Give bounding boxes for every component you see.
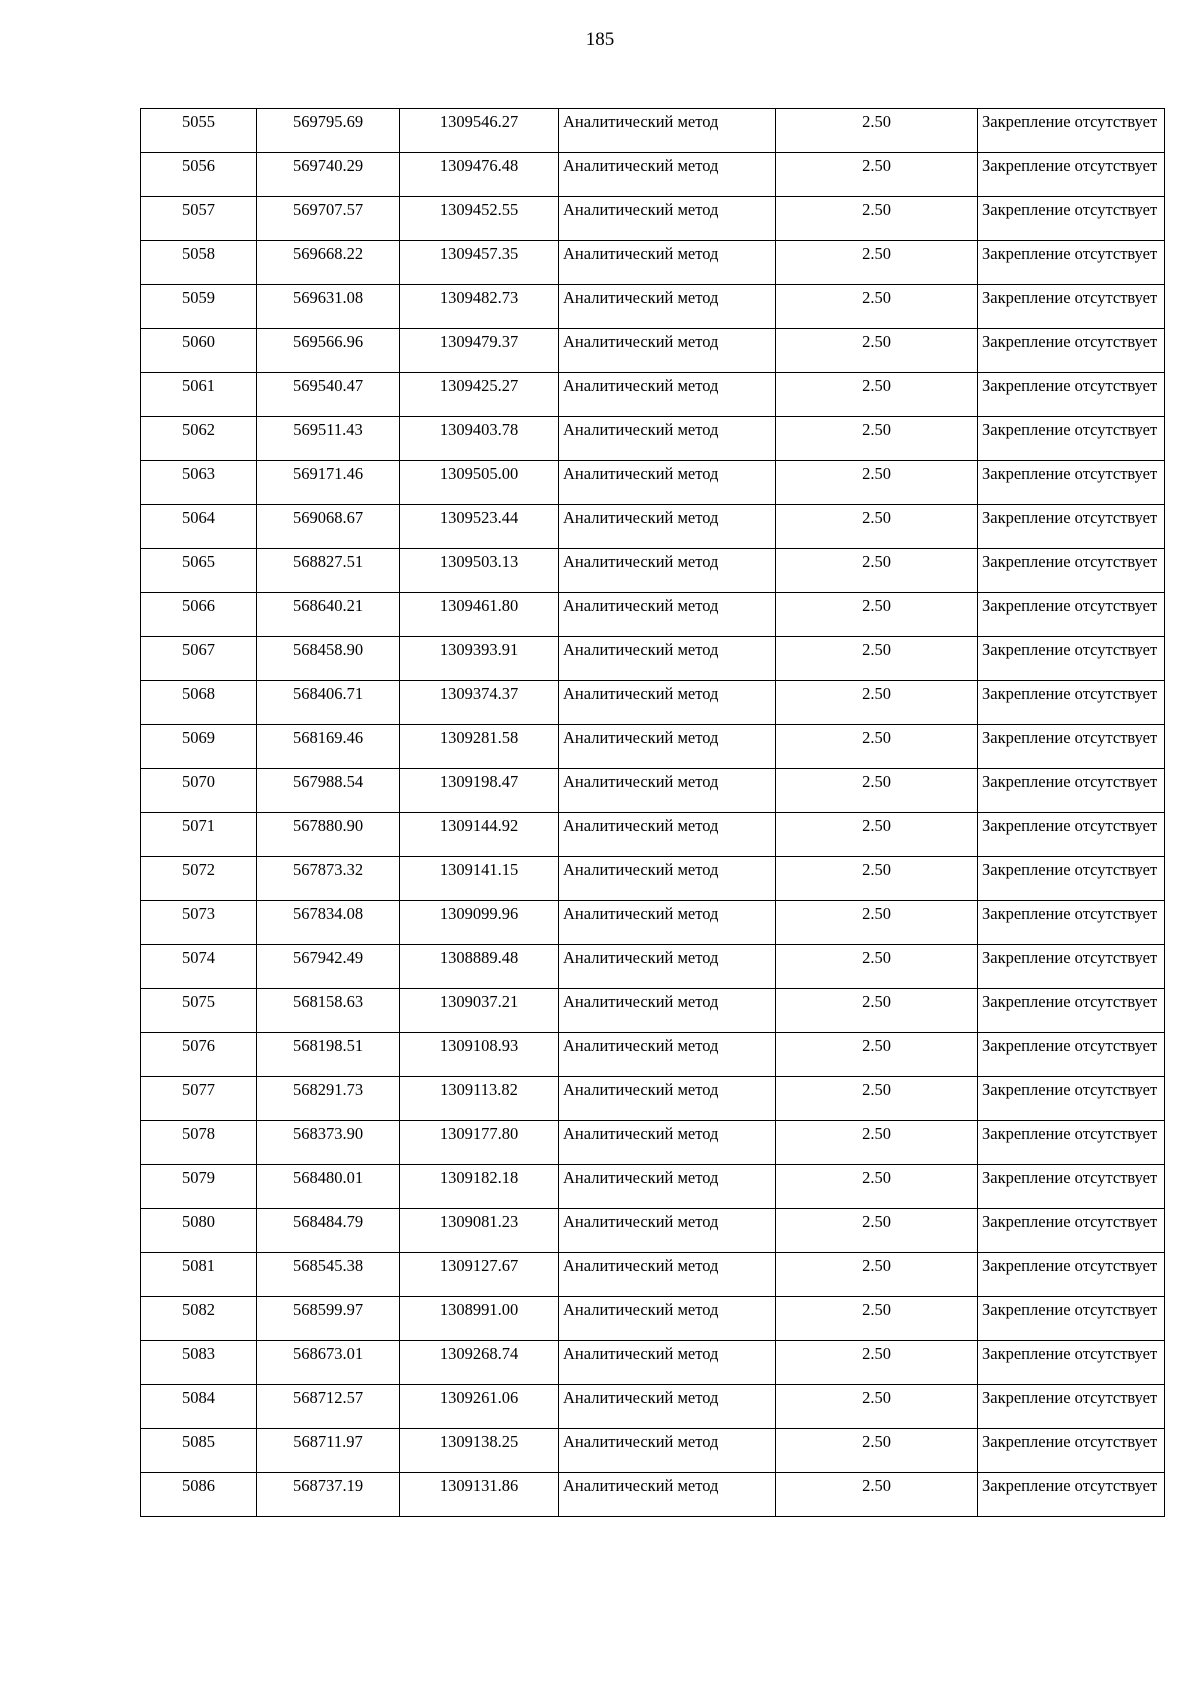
table-row xyxy=(141,109,1165,153)
accuracy-cell: 2.50 xyxy=(776,593,978,637)
x-coordinate-cell: 567942.49 xyxy=(257,945,400,989)
table-row xyxy=(141,1385,1165,1429)
accuracy-cell: 2.50 xyxy=(776,109,978,153)
fixation-cell: Закрепление отсутствует xyxy=(978,1429,1165,1473)
y-coordinate-cell: 1309138.25 xyxy=(400,1429,559,1473)
x-coordinate-cell: 568406.71 xyxy=(257,681,400,725)
table-row xyxy=(141,1429,1165,1473)
y-coordinate-cell: 1309425.27 xyxy=(400,373,559,417)
x-coordinate-cell: 569795.69 xyxy=(257,109,400,153)
accuracy-cell: 2.50 xyxy=(776,989,978,1033)
fixation-cell: Закрепление отсутствует xyxy=(978,1385,1165,1429)
table-row xyxy=(141,725,1165,769)
y-coordinate-cell: 1309108.93 xyxy=(400,1033,559,1077)
y-coordinate-cell: 1309374.37 xyxy=(400,681,559,725)
x-coordinate-cell: 568291.73 xyxy=(257,1077,400,1121)
y-coordinate-cell: 1309452.55 xyxy=(400,197,559,241)
y-coordinate-cell: 1309503.13 xyxy=(400,549,559,593)
table-row xyxy=(141,505,1165,549)
fixation-cell: Закрепление отсутствует xyxy=(978,1297,1165,1341)
table-row xyxy=(141,901,1165,945)
table-row xyxy=(141,1253,1165,1297)
y-coordinate-cell: 1309393.91 xyxy=(400,637,559,681)
accuracy-cell: 2.50 xyxy=(776,1121,978,1165)
point-number-cell: 5062 xyxy=(141,417,257,461)
x-coordinate-cell: 569540.47 xyxy=(257,373,400,417)
method-cell: Аналитический метод xyxy=(559,1473,776,1517)
y-coordinate-cell: 1309457.35 xyxy=(400,241,559,285)
accuracy-cell: 2.50 xyxy=(776,417,978,461)
fixation-cell: Закрепление отсутствует xyxy=(978,725,1165,769)
point-number-cell: 5076 xyxy=(141,1033,257,1077)
x-coordinate-cell: 567873.32 xyxy=(257,857,400,901)
table-row xyxy=(141,153,1165,197)
accuracy-cell: 2.50 xyxy=(776,637,978,681)
fixation-cell: Закрепление отсутствует xyxy=(978,1473,1165,1517)
accuracy-cell: 2.50 xyxy=(776,1297,978,1341)
accuracy-cell: 2.50 xyxy=(776,945,978,989)
x-coordinate-cell: 568737.19 xyxy=(257,1473,400,1517)
method-cell: Аналитический метод xyxy=(559,1033,776,1077)
fixation-cell: Закрепление отсутствует xyxy=(978,153,1165,197)
y-coordinate-cell: 1309099.96 xyxy=(400,901,559,945)
y-coordinate-cell: 1309037.21 xyxy=(400,989,559,1033)
x-coordinate-cell: 569707.57 xyxy=(257,197,400,241)
table-row xyxy=(141,373,1165,417)
x-coordinate-cell: 567880.90 xyxy=(257,813,400,857)
y-coordinate-cell: 1309505.00 xyxy=(400,461,559,505)
point-number-cell: 5064 xyxy=(141,505,257,549)
point-number-cell: 5073 xyxy=(141,901,257,945)
table-row xyxy=(141,549,1165,593)
y-coordinate-cell: 1309113.82 xyxy=(400,1077,559,1121)
method-cell: Аналитический метод xyxy=(559,329,776,373)
method-cell: Аналитический метод xyxy=(559,197,776,241)
point-number-cell: 5080 xyxy=(141,1209,257,1253)
y-coordinate-cell: 1309127.67 xyxy=(400,1253,559,1297)
fixation-cell: Закрепление отсутствует xyxy=(978,945,1165,989)
fixation-cell: Закрепление отсутствует xyxy=(978,857,1165,901)
accuracy-cell: 2.50 xyxy=(776,1429,978,1473)
point-number-cell: 5081 xyxy=(141,1253,257,1297)
table-row xyxy=(141,593,1165,637)
method-cell: Аналитический метод xyxy=(559,241,776,285)
y-coordinate-cell: 1309523.44 xyxy=(400,505,559,549)
point-number-cell: 5060 xyxy=(141,329,257,373)
point-number-cell: 5059 xyxy=(141,285,257,329)
x-coordinate-cell: 568640.21 xyxy=(257,593,400,637)
y-coordinate-cell: 1308991.00 xyxy=(400,1297,559,1341)
x-coordinate-cell: 569511.43 xyxy=(257,417,400,461)
method-cell: Аналитический метод xyxy=(559,109,776,153)
table-row xyxy=(141,637,1165,681)
point-number-cell: 5066 xyxy=(141,593,257,637)
method-cell: Аналитический метод xyxy=(559,989,776,1033)
accuracy-cell: 2.50 xyxy=(776,549,978,593)
fixation-cell: Закрепление отсутствует xyxy=(978,1033,1165,1077)
table-row xyxy=(141,241,1165,285)
accuracy-cell: 2.50 xyxy=(776,857,978,901)
y-coordinate-cell: 1309482.73 xyxy=(400,285,559,329)
method-cell: Аналитический метод xyxy=(559,549,776,593)
coordinates-table-body xyxy=(141,109,1165,1517)
method-cell: Аналитический метод xyxy=(559,417,776,461)
method-cell: Аналитический метод xyxy=(559,681,776,725)
point-number-cell: 5068 xyxy=(141,681,257,725)
y-coordinate-cell: 1309261.06 xyxy=(400,1385,559,1429)
table-row xyxy=(141,769,1165,813)
fixation-cell: Закрепление отсутствует xyxy=(978,813,1165,857)
accuracy-cell: 2.50 xyxy=(776,769,978,813)
x-coordinate-cell: 568827.51 xyxy=(257,549,400,593)
point-number-cell: 5074 xyxy=(141,945,257,989)
method-cell: Аналитический метод xyxy=(559,901,776,945)
point-number-cell: 5085 xyxy=(141,1429,257,1473)
x-coordinate-cell: 569740.29 xyxy=(257,153,400,197)
fixation-cell: Закрепление отсутствует xyxy=(978,329,1165,373)
x-coordinate-cell: 568711.97 xyxy=(257,1429,400,1473)
fixation-cell: Закрепление отсутствует xyxy=(978,373,1165,417)
table-row xyxy=(141,1341,1165,1385)
point-number-cell: 5058 xyxy=(141,241,257,285)
fixation-cell: Закрепление отсутствует xyxy=(978,593,1165,637)
method-cell: Аналитический метод xyxy=(559,593,776,637)
table-row xyxy=(141,989,1165,1033)
x-coordinate-cell: 568458.90 xyxy=(257,637,400,681)
method-cell: Аналитический метод xyxy=(559,769,776,813)
fixation-cell: Закрепление отсутствует xyxy=(978,1121,1165,1165)
point-number-cell: 5057 xyxy=(141,197,257,241)
fixation-cell: Закрепление отсутствует xyxy=(978,637,1165,681)
point-number-cell: 5070 xyxy=(141,769,257,813)
y-coordinate-cell: 1309479.37 xyxy=(400,329,559,373)
y-coordinate-cell: 1309177.80 xyxy=(400,1121,559,1165)
accuracy-cell: 2.50 xyxy=(776,373,978,417)
table-row xyxy=(141,945,1165,989)
y-coordinate-cell: 1309182.18 xyxy=(400,1165,559,1209)
accuracy-cell: 2.50 xyxy=(776,329,978,373)
x-coordinate-cell: 569668.22 xyxy=(257,241,400,285)
table-row xyxy=(141,417,1165,461)
table-row xyxy=(141,1121,1165,1165)
fixation-cell: Закрепление отсутствует xyxy=(978,1341,1165,1385)
accuracy-cell: 2.50 xyxy=(776,461,978,505)
method-cell: Аналитический метод xyxy=(559,505,776,549)
accuracy-cell: 2.50 xyxy=(776,285,978,329)
method-cell: Аналитический метод xyxy=(559,373,776,417)
accuracy-cell: 2.50 xyxy=(776,681,978,725)
x-coordinate-cell: 569566.96 xyxy=(257,329,400,373)
accuracy-cell: 2.50 xyxy=(776,1385,978,1429)
method-cell: Аналитический метод xyxy=(559,725,776,769)
table-row xyxy=(141,1033,1165,1077)
method-cell: Аналитический метод xyxy=(559,637,776,681)
y-coordinate-cell: 1309144.92 xyxy=(400,813,559,857)
fixation-cell: Закрепление отсутствует xyxy=(978,549,1165,593)
x-coordinate-cell: 568545.38 xyxy=(257,1253,400,1297)
accuracy-cell: 2.50 xyxy=(776,1341,978,1385)
x-coordinate-cell: 567988.54 xyxy=(257,769,400,813)
accuracy-cell: 2.50 xyxy=(776,1253,978,1297)
method-cell: Аналитический метод xyxy=(559,1209,776,1253)
page-number: 185 xyxy=(585,29,615,50)
method-cell: Аналитический метод xyxy=(559,1341,776,1385)
y-coordinate-cell: 1309141.15 xyxy=(400,857,559,901)
method-cell: Аналитический метод xyxy=(559,857,776,901)
point-number-cell: 5082 xyxy=(141,1297,257,1341)
y-coordinate-cell: 1309268.74 xyxy=(400,1341,559,1385)
point-number-cell: 5083 xyxy=(141,1341,257,1385)
point-number-cell: 5071 xyxy=(141,813,257,857)
x-coordinate-cell: 568712.57 xyxy=(257,1385,400,1429)
accuracy-cell: 2.50 xyxy=(776,813,978,857)
x-coordinate-cell: 567834.08 xyxy=(257,901,400,945)
table-row xyxy=(141,1165,1165,1209)
point-number-cell: 5061 xyxy=(141,373,257,417)
table-row xyxy=(141,1077,1165,1121)
point-number-cell: 5056 xyxy=(141,153,257,197)
fixation-cell: Закрепление отсутствует xyxy=(978,417,1165,461)
table-row xyxy=(141,1209,1165,1253)
y-coordinate-cell: 1309081.23 xyxy=(400,1209,559,1253)
fixation-cell: Закрепление отсутствует xyxy=(978,1253,1165,1297)
fixation-cell: Закрепление отсутствует xyxy=(978,901,1165,945)
method-cell: Аналитический метод xyxy=(559,153,776,197)
fixation-cell: Закрепление отсутствует xyxy=(978,1077,1165,1121)
fixation-cell: Закрепление отсутствует xyxy=(978,241,1165,285)
accuracy-cell: 2.50 xyxy=(776,1033,978,1077)
accuracy-cell: 2.50 xyxy=(776,153,978,197)
y-coordinate-cell: 1309281.58 xyxy=(400,725,559,769)
fixation-cell: Закрепление отсутствует xyxy=(978,109,1165,153)
point-number-cell: 5084 xyxy=(141,1385,257,1429)
x-coordinate-cell: 568673.01 xyxy=(257,1341,400,1385)
table-row xyxy=(141,681,1165,725)
method-cell: Аналитический метод xyxy=(559,1165,776,1209)
method-cell: Аналитический метод xyxy=(559,1077,776,1121)
table-row xyxy=(141,329,1165,373)
x-coordinate-cell: 569631.08 xyxy=(257,285,400,329)
point-number-cell: 5069 xyxy=(141,725,257,769)
method-cell: Аналитический метод xyxy=(559,1429,776,1473)
y-coordinate-cell: 1309476.48 xyxy=(400,153,559,197)
x-coordinate-cell: 568373.90 xyxy=(257,1121,400,1165)
fixation-cell: Закрепление отсутствует xyxy=(978,461,1165,505)
y-coordinate-cell: 1309461.80 xyxy=(400,593,559,637)
point-number-cell: 5077 xyxy=(141,1077,257,1121)
method-cell: Аналитический метод xyxy=(559,813,776,857)
method-cell: Аналитический метод xyxy=(559,1297,776,1341)
table-row xyxy=(141,285,1165,329)
x-coordinate-cell: 568599.97 xyxy=(257,1297,400,1341)
x-coordinate-cell: 569171.46 xyxy=(257,461,400,505)
accuracy-cell: 2.50 xyxy=(776,1077,978,1121)
method-cell: Аналитический метод xyxy=(559,461,776,505)
method-cell: Аналитический метод xyxy=(559,1121,776,1165)
method-cell: Аналитический метод xyxy=(559,285,776,329)
x-coordinate-cell: 568169.46 xyxy=(257,725,400,769)
point-number-cell: 5072 xyxy=(141,857,257,901)
point-number-cell: 5063 xyxy=(141,461,257,505)
fixation-cell: Закрепление отсутствует xyxy=(978,989,1165,1033)
point-number-cell: 5067 xyxy=(141,637,257,681)
method-cell: Аналитический метод xyxy=(559,1253,776,1297)
point-number-cell: 5055 xyxy=(141,109,257,153)
accuracy-cell: 2.50 xyxy=(776,1473,978,1517)
table-row xyxy=(141,197,1165,241)
point-number-cell: 5075 xyxy=(141,989,257,1033)
coordinates-table xyxy=(140,108,1165,1517)
fixation-cell: Закрепление отсутствует xyxy=(978,769,1165,813)
table-row xyxy=(141,857,1165,901)
fixation-cell: Закрепление отсутствует xyxy=(978,285,1165,329)
point-number-cell: 5078 xyxy=(141,1121,257,1165)
method-cell: Аналитический метод xyxy=(559,1385,776,1429)
x-coordinate-cell: 568158.63 xyxy=(257,989,400,1033)
accuracy-cell: 2.50 xyxy=(776,241,978,285)
y-coordinate-cell: 1309403.78 xyxy=(400,417,559,461)
x-coordinate-cell: 569068.67 xyxy=(257,505,400,549)
point-number-cell: 5086 xyxy=(141,1473,257,1517)
x-coordinate-cell: 568480.01 xyxy=(257,1165,400,1209)
table-row xyxy=(141,461,1165,505)
fixation-cell: Закрепление отсутствует xyxy=(978,1209,1165,1253)
accuracy-cell: 2.50 xyxy=(776,725,978,769)
y-coordinate-cell: 1309131.86 xyxy=(400,1473,559,1517)
y-coordinate-cell: 1309546.27 xyxy=(400,109,559,153)
accuracy-cell: 2.50 xyxy=(776,901,978,945)
x-coordinate-cell: 568484.79 xyxy=(257,1209,400,1253)
point-number-cell: 5065 xyxy=(141,549,257,593)
accuracy-cell: 2.50 xyxy=(776,505,978,549)
table-row xyxy=(141,813,1165,857)
y-coordinate-cell: 1309198.47 xyxy=(400,769,559,813)
accuracy-cell: 2.50 xyxy=(776,197,978,241)
fixation-cell: Закрепление отсутствует xyxy=(978,1165,1165,1209)
table-row xyxy=(141,1473,1165,1517)
fixation-cell: Закрепление отсутствует xyxy=(978,681,1165,725)
accuracy-cell: 2.50 xyxy=(776,1209,978,1253)
fixation-cell: Закрепление отсутствует xyxy=(978,197,1165,241)
point-number-cell: 5079 xyxy=(141,1165,257,1209)
method-cell: Аналитический метод xyxy=(559,945,776,989)
y-coordinate-cell: 1308889.48 xyxy=(400,945,559,989)
x-coordinate-cell: 568198.51 xyxy=(257,1033,400,1077)
accuracy-cell: 2.50 xyxy=(776,1165,978,1209)
fixation-cell: Закрепление отсутствует xyxy=(978,505,1165,549)
table-row xyxy=(141,1297,1165,1341)
